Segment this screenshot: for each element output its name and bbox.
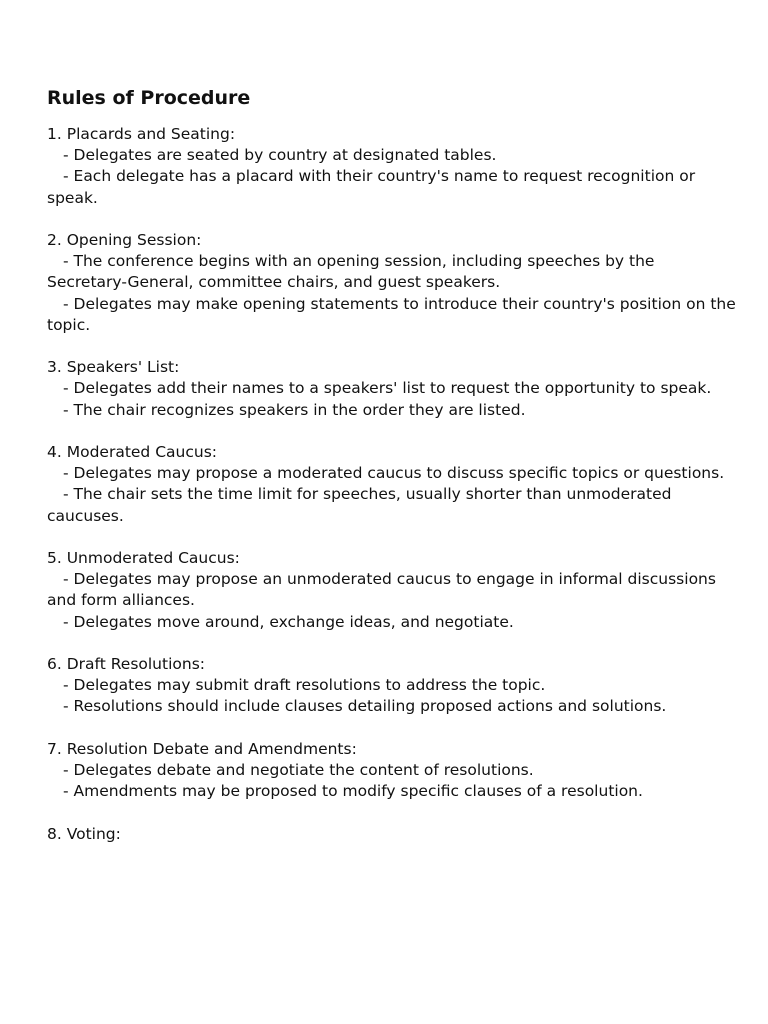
list-item: - Delegates move around, exchange ideas, and negotiate. xyxy=(63,612,514,631)
section-heading: 1. Placards and Seating: xyxy=(47,125,236,143)
list-item: - The chair sets the time limit for speeches, usually shorter than unmoderated caucuses. xyxy=(47,485,672,525)
section-opening-session xyxy=(47,230,737,336)
list-item: - Delegates may submit draft resolutions to address the topic. xyxy=(63,676,546,695)
list-item: - Delegates may propose a moderated caucus to discuss specific topics or questions. xyxy=(63,464,725,483)
section-heading: 8. Voting: xyxy=(47,824,121,843)
section-draft-resolutions xyxy=(47,654,737,718)
list-item: - Delegates may make opening statements to introduce their country's position on the topic. xyxy=(47,294,736,334)
document-page xyxy=(47,84,737,866)
list-item: - Each delegate has a placard with their country's name to request recognition or speak. xyxy=(47,167,696,207)
section-resolution-debate xyxy=(47,739,737,803)
section-moderated-caucus xyxy=(47,442,737,527)
section-speakers-list xyxy=(47,357,737,421)
list-item: - Delegates are seated by country at designated tables. xyxy=(63,146,497,165)
section-voting xyxy=(47,824,737,845)
section-placards-seating xyxy=(47,124,737,209)
section-heading: 5. Unmoderated Caucus: xyxy=(47,549,240,567)
section-heading: 4. Moderated Caucus: xyxy=(47,443,217,461)
list-item: - Delegates add their names to a speakers' list to request the opportunity to speak. xyxy=(63,379,712,398)
section-heading: 6. Draft Resolutions: xyxy=(47,655,205,673)
document-title: Rules of Procedure xyxy=(47,87,251,109)
section-heading: 3. Speakers' List: xyxy=(47,358,180,377)
list-item: - Resolutions should include clauses detailing proposed actions and solutions. xyxy=(63,697,667,716)
section-unmoderated-caucus xyxy=(47,548,737,633)
section-heading: 2. Opening Session: xyxy=(47,231,202,249)
list-item: - Delegates may propose an unmoderated caucus to engage in informal discussions and form alliances. xyxy=(47,570,716,610)
list-item: - The conference begins with an opening session, including speeches by the Secretary-General, committee chairs, and guest speakers. xyxy=(47,252,655,292)
section-heading: 7. Resolution Debate and Amendments: xyxy=(47,739,357,758)
list-item: - The chair recognizes speakers in the order they are listed. xyxy=(63,400,526,419)
list-item: - Delegates debate and negotiate the content of resolutions. xyxy=(63,761,534,779)
list-item: - Amendments may be proposed to modify specific clauses of a resolution. xyxy=(63,782,643,801)
